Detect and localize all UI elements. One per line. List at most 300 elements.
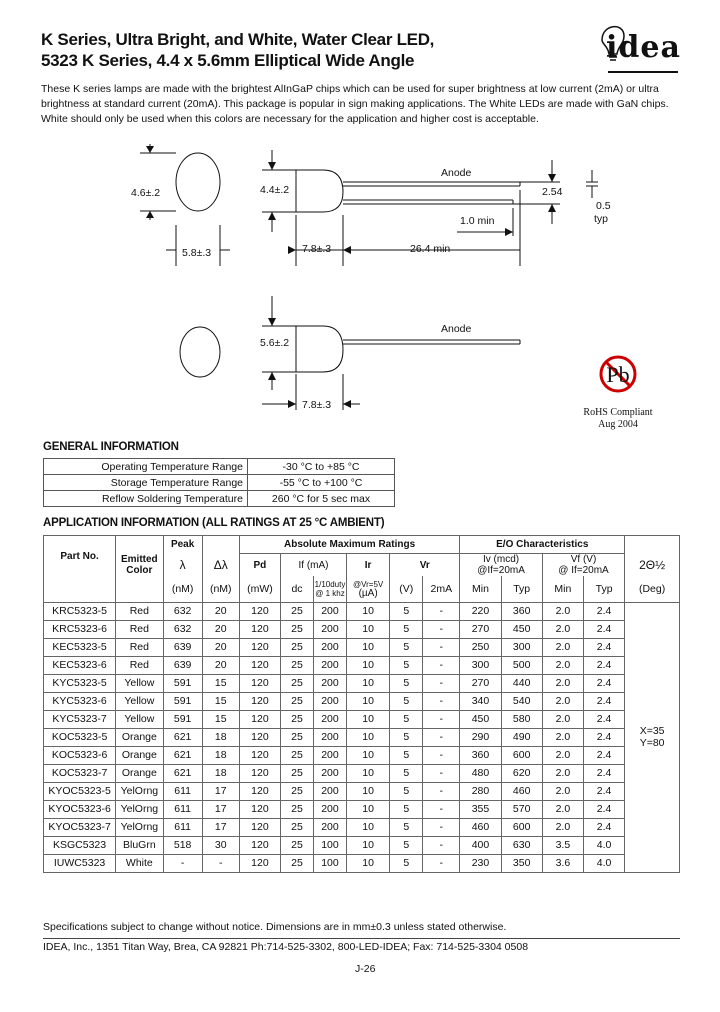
cell-pd: 120 [239,692,280,710]
cell-delta-lambda: 15 [202,674,239,692]
cell-vf-min: 3.6 [542,854,583,872]
dim-lead-thickness: 0.5 [596,200,611,212]
col-peak: Peak [163,536,202,554]
cell-part-no: KYOC5323-6 [44,800,116,818]
cell-vr: 5 [390,836,423,854]
cell-vf-min: 2.0 [542,638,583,656]
table-row [44,620,680,638]
unit-duty [314,576,347,602]
cell-vr: 5 [390,710,423,728]
table-row [44,800,680,818]
cell-pd: 120 [239,638,280,656]
cell-iv-typ: 440 [501,674,542,692]
col-vf-label: Vf (V) [570,554,597,565]
unit-dc: dc [281,576,314,602]
general-value: -55 °C to +100 °C [248,475,395,491]
cell-peak-wavelength: 621 [163,728,202,746]
cell-vr-2ma: - [423,638,460,656]
cell-vr-2ma: - [423,710,460,728]
cell-vr: 5 [390,620,423,638]
unit-ir-1: @Vr=5V [352,579,384,589]
cell-ir: 10 [346,764,389,782]
cell-vf-typ: 4.0 [584,854,625,872]
table-row [44,692,680,710]
title-line-1: K Series, Ultra Bright, and White, Water Clear LED, [41,30,435,49]
cell-vr-2ma: - [423,728,460,746]
cell-part-no: KSGC5323 [44,836,116,854]
cell-ir: 10 [346,818,389,836]
cell-vr: 5 [390,854,423,872]
table-row [44,854,680,872]
anode-label-2: Anode [441,323,472,335]
dim-front-height: 4.6±.2 [131,187,161,199]
col-pd: Pd [239,554,280,577]
cell-peak-wavelength: 611 [163,782,202,800]
col-ir: Ir [346,554,389,577]
cell-peak-wavelength: 591 [163,692,202,710]
general-label: Operating Temperature Range [44,459,248,475]
cell-emitted-color: YelOrng [116,800,163,818]
cell-peak-wavelength: 621 [163,764,202,782]
cell-if-dc: 25 [281,746,314,764]
unit-ir-2: (µA) [358,587,378,599]
application-info-heading: APPLICATION INFORMATION (ALL RATINGS AT 25 °C AMBIENT) [43,517,385,529]
rohs-line-2: Aug 2004 [598,419,638,430]
cell-vf-typ: 2.4 [584,818,625,836]
cell-vr: 5 [390,800,423,818]
general-info-table [43,458,395,507]
unit-mw: (mW) [239,576,280,602]
dim-lead-thickness-note: typ [594,213,609,225]
general-label: Storage Temperature Range [44,475,248,491]
general-value: -30 °C to +85 °C [248,459,395,475]
cell-part-no: KYOC5323-7 [44,818,116,836]
footer-company: IDEA, Inc., 1351 Titan Way, Brea, CA 92821 Ph:714-525-3302, 800-LED-IDEA; Fax: 714-525-3304 0508 [43,941,529,953]
cell-vr-2ma: - [423,836,460,854]
cell-if-duty: 200 [314,710,347,728]
application-rows [44,602,680,872]
cell-delta-lambda: 20 [202,656,239,674]
cell-ir: 10 [346,800,389,818]
led-front-view-ellipse [176,153,220,211]
table-row [44,602,680,620]
cell-if-dc: 25 [281,782,314,800]
cell-peak-wavelength: 632 [163,620,202,638]
unit-v: (V) [390,576,423,602]
cell-vf-min: 2.0 [542,710,583,728]
cell-vf-typ: 2.4 [584,710,625,728]
cell-if-dc: 25 [281,638,314,656]
cell-iv-min: 355 [460,800,501,818]
col-theta: 2Θ½ [625,554,680,577]
col-if: If (mA) [281,554,347,577]
unit-iv-typ: Typ [501,576,542,602]
cell-part-no: KRC5323-6 [44,620,116,638]
cell-ir: 10 [346,746,389,764]
cell-iv-typ: 580 [501,710,542,728]
cell-iv-min: 360 [460,746,501,764]
cell-vf-min: 2.0 [542,728,583,746]
table-row [44,782,680,800]
cell-if-dc: 25 [281,656,314,674]
cell-vf-typ: 2.4 [584,800,625,818]
col-eo: E/O Characteristics [460,536,625,554]
cell-vf-typ: 2.4 [584,692,625,710]
col-vf-cond: @ If=20mA [558,565,609,576]
cell-iv-min: 400 [460,836,501,854]
cell-if-dc: 25 [281,818,314,836]
anode-label: Anode [441,167,472,179]
cell-vf-min: 2.0 [542,620,583,638]
cell-vr: 5 [390,818,423,836]
cell-vr: 5 [390,638,423,656]
general-value: 260 °C for 5 sec max [248,491,395,507]
intro-paragraph: These K series lamps are made with the brightest AlInGaP chips which can be used for super brightness at low current (2mA) or ultra brightness at standard current (20mA). This package is popular in sign making applications. The White LEDs are made with GaN chips. White should only be used when this colors are necessary for the application and higher cost is acceptable. [41,83,669,125]
footer-divider [43,938,680,939]
cell-if-dc: 25 [281,854,314,872]
dim-side-height-2: 5.6±.2 [260,337,290,349]
table-row [44,638,680,656]
col-vr: Vr [390,554,460,577]
table-row [44,459,395,475]
dim-front-width: 5.8±.3 [182,247,212,259]
title-line-2: 5323 K Series, 4.4 x 5.6mm Elliptical Wide Angle [41,51,415,70]
cell-pd: 120 [239,710,280,728]
cell-part-no: KYC5323-5 [44,674,116,692]
footer-note: Specifications subject to change without notice. Dimensions are in mm±0.3 unless stated otherwise. [43,921,507,933]
cell-iv-min: 270 [460,674,501,692]
cell-delta-lambda: 20 [202,620,239,638]
cell-iv-typ: 630 [501,836,542,854]
cell-part-no: KOC5323-5 [44,728,116,746]
cell-ir: 10 [346,710,389,728]
cell-pd: 120 [239,818,280,836]
table-row [44,674,680,692]
cell-iv-typ: 620 [501,764,542,782]
cell-ir: 10 [346,638,389,656]
dim-lead-min: 1.0 min [460,215,495,227]
table-units-row [44,576,680,602]
cell-ir: 10 [346,782,389,800]
cell-peak-wavelength: 611 [163,800,202,818]
cell-viewing-angle [625,602,680,872]
unit-blank [116,576,163,602]
cell-part-no: KEC5323-5 [44,638,116,656]
rohs-line-1: RoHS Compliant [583,407,653,418]
application-table [43,535,680,873]
cell-vr: 5 [390,746,423,764]
led-side-view-body-2 [296,326,343,372]
cell-vf-typ: 4.0 [584,836,625,854]
cell-vf-min: 3.5 [542,836,583,854]
table-row [44,475,395,491]
cell-vf-typ: 2.4 [584,620,625,638]
cell-emitted-color: Red [116,656,163,674]
cell-pd: 120 [239,620,280,638]
cell-ir: 10 [346,656,389,674]
unit-2ma: 2mA [423,576,460,602]
cell-emitted-color: Orange [116,746,163,764]
cell-iv-typ: 360 [501,602,542,620]
cell-if-duty: 200 [314,692,347,710]
general-label: Reflow Soldering Temperature [44,491,248,507]
cell-delta-lambda: 30 [202,836,239,854]
cell-pd: 120 [239,728,280,746]
unit-nm: (nM) [163,576,202,602]
cell-iv-typ: 350 [501,854,542,872]
cell-if-dc: 25 [281,692,314,710]
page-number: J-26 [355,963,376,975]
cell-vr: 5 [390,656,423,674]
cell-vr-2ma: - [423,746,460,764]
cell-vf-min: 2.0 [542,800,583,818]
cell-if-duty: 100 [314,854,347,872]
cell-if-duty: 200 [314,746,347,764]
cell-vr-2ma: - [423,620,460,638]
cell-part-no: KYOC5323-5 [44,782,116,800]
cell-delta-lambda: 20 [202,602,239,620]
cell-iv-typ: 450 [501,620,542,638]
cell-pd: 120 [239,800,280,818]
cell-if-duty: 200 [314,782,347,800]
cell-pd: 120 [239,836,280,854]
cell-ir: 10 [346,620,389,638]
general-info-heading: GENERAL INFORMATION [43,441,179,453]
cell-delta-lambda: 15 [202,692,239,710]
cell-part-no: KRC5323-5 [44,602,116,620]
cell-delta-lambda: 18 [202,728,239,746]
col-emitted [116,554,163,577]
cell-peak-wavelength: 632 [163,602,202,620]
cell-emitted-color: Red [116,620,163,638]
cell-vr-2ma: - [423,602,460,620]
cell-pd: 120 [239,674,280,692]
table-row [44,728,680,746]
cell-if-dc: 25 [281,674,314,692]
cell-iv-min: 250 [460,638,501,656]
cell-vr-2ma: - [423,782,460,800]
unit-duty-2: @ 1 khz [315,588,345,598]
col-part-no: Part No. [44,536,116,577]
table-row [44,656,680,674]
cell-delta-lambda: 18 [202,764,239,782]
cell-vf-min: 2.0 [542,674,583,692]
cell-pd: 120 [239,602,280,620]
cell-vr: 5 [390,602,423,620]
cell-pd: 120 [239,854,280,872]
unit-duty-1: 1/10duty [314,579,346,589]
cell-iv-typ: 600 [501,818,542,836]
cell-vf-min: 2.0 [542,746,583,764]
cell-peak-wavelength: 591 [163,674,202,692]
cell-emitted-color: Orange [116,764,163,782]
angle-y: Y=80 [639,737,665,749]
cell-part-no: KOC5323-6 [44,746,116,764]
unit-dnm: (nM) [202,576,239,602]
col-iv-cond: @If=20mA [477,565,525,576]
idea-logo [594,14,680,76]
cell-vr: 5 [390,782,423,800]
col-abs-max: Absolute Maximum Ratings [239,536,460,554]
col-iv-label: Iv (mcd) [483,554,520,565]
col-theta-blank [625,536,680,554]
cell-ir: 10 [346,854,389,872]
pb-symbol: Pb [606,362,630,387]
cell-peak-wavelength: 591 [163,710,202,728]
cell-ir: 10 [346,692,389,710]
cell-ir: 10 [346,602,389,620]
dim-lead-spacing: 2.54 [542,186,563,198]
cell-emitted-color: BluGrn [116,836,163,854]
table-row [44,710,680,728]
cell-iv-min: 300 [460,656,501,674]
col-vf [542,554,624,577]
dim-body-length: 7.8±.3 [302,243,332,255]
cell-if-duty: 200 [314,800,347,818]
dim-lead-length: 26.4 min [410,243,451,255]
cell-vf-typ: 2.4 [584,638,625,656]
cell-vr: 5 [390,692,423,710]
col-emitted-line1: Emitted [121,553,158,565]
cell-if-duty: 200 [314,638,347,656]
cell-if-dc: 25 [281,710,314,728]
cell-vf-min: 2.0 [542,782,583,800]
unit-vf-typ: Typ [584,576,625,602]
cell-vr: 5 [390,728,423,746]
cell-vf-typ: 2.4 [584,674,625,692]
cell-emitted-color: Orange [116,728,163,746]
unit-deg: (Deg) [625,576,680,602]
dim-body-length-2: 7.8±.3 [302,399,332,411]
cell-peak-wavelength: 639 [163,656,202,674]
cell-vr: 5 [390,674,423,692]
rohs-badge [582,346,654,431]
col-emitted-line2: Color [126,564,153,576]
cell-part-no: KYC5323-7 [44,710,116,728]
cell-iv-min: 270 [460,620,501,638]
cell-vr-2ma: - [423,854,460,872]
cell-peak-wavelength: 639 [163,638,202,656]
cell-iv-typ: 460 [501,782,542,800]
cell-if-dc: 25 [281,764,314,782]
cell-if-duty: 200 [314,656,347,674]
cell-vf-min: 2.0 [542,602,583,620]
cell-if-duty: 200 [314,728,347,746]
cell-if-duty: 200 [314,602,347,620]
cell-if-duty: 200 [314,674,347,692]
cell-vf-min: 2.0 [542,692,583,710]
cell-iv-min: 340 [460,692,501,710]
cell-pd: 120 [239,782,280,800]
unit-ir [346,576,389,602]
cell-emitted-color: White [116,854,163,872]
cell-iv-typ: 570 [501,800,542,818]
table-row [44,764,680,782]
cell-iv-min: 220 [460,602,501,620]
angle-x: X=35 [639,725,665,737]
cell-pd: 120 [239,656,280,674]
cell-part-no: KYC5323-6 [44,692,116,710]
cell-vr: 5 [390,764,423,782]
cell-iv-typ: 300 [501,638,542,656]
cell-part-no: KEC5323-6 [44,656,116,674]
cell-part-no: KOC5323-7 [44,764,116,782]
cell-vf-typ: 2.4 [584,728,625,746]
unit-iv-min: Min [460,576,501,602]
cell-delta-lambda: 18 [202,746,239,764]
cell-iv-min: 460 [460,818,501,836]
cell-pd: 120 [239,746,280,764]
cell-if-dc: 25 [281,602,314,620]
col-iv [460,554,542,577]
cell-if-duty: 200 [314,818,347,836]
cell-iv-min: 230 [460,854,501,872]
cell-vr-2ma: - [423,818,460,836]
table-header-row [44,536,680,554]
cell-vf-min: 2.0 [542,764,583,782]
cell-if-dc: 25 [281,620,314,638]
table-row [44,836,680,854]
cell-iv-typ: 540 [501,692,542,710]
col-delta-lambda: Δλ [202,554,239,577]
cell-vf-typ: 2.4 [584,602,625,620]
col-lambda: λ [163,554,202,577]
logo-text: idea [606,30,681,65]
col-emitted-blank [116,536,163,554]
cell-emitted-color: YelOrng [116,782,163,800]
cell-iv-min: 280 [460,782,501,800]
dim-side-height: 4.4±.2 [260,184,290,196]
cell-ir: 10 [346,728,389,746]
cell-vr-2ma: - [423,800,460,818]
cell-vr-2ma: - [423,692,460,710]
unit-vf-min: Min [542,576,583,602]
cell-vf-typ: 2.4 [584,656,625,674]
cell-emitted-color: Red [116,602,163,620]
led-front-view-ellipse-2 [180,327,220,377]
cell-delta-lambda: - [202,854,239,872]
cell-if-duty: 200 [314,620,347,638]
table-row [44,491,395,507]
cell-vf-typ: 2.4 [584,746,625,764]
cell-emitted-color: Yellow [116,710,163,728]
cell-if-duty: 100 [314,836,347,854]
cell-delta-lambda: 17 [202,800,239,818]
cell-delta-lambda: 15 [202,710,239,728]
table-row [44,746,680,764]
cell-if-dc: 25 [281,728,314,746]
cell-emitted-color: Yellow [116,692,163,710]
cell-vf-min: 2.0 [542,656,583,674]
pb-free-icon [582,346,654,402]
cell-if-dc: 25 [281,836,314,854]
cell-peak-wavelength: 621 [163,746,202,764]
cell-iv-typ: 500 [501,656,542,674]
col-delta-blank [202,536,239,554]
cell-delta-lambda: 17 [202,782,239,800]
cell-vr-2ma: - [423,764,460,782]
cell-iv-typ: 600 [501,746,542,764]
cell-vf-typ: 2.4 [584,782,625,800]
cell-vr-2ma: - [423,656,460,674]
cell-iv-min: 290 [460,728,501,746]
cell-vf-min: 2.0 [542,818,583,836]
table-row [44,818,680,836]
cell-vf-typ: 2.4 [584,764,625,782]
cell-delta-lambda: 17 [202,818,239,836]
cell-part-no: IUWC5323 [44,854,116,872]
cell-iv-typ: 490 [501,728,542,746]
